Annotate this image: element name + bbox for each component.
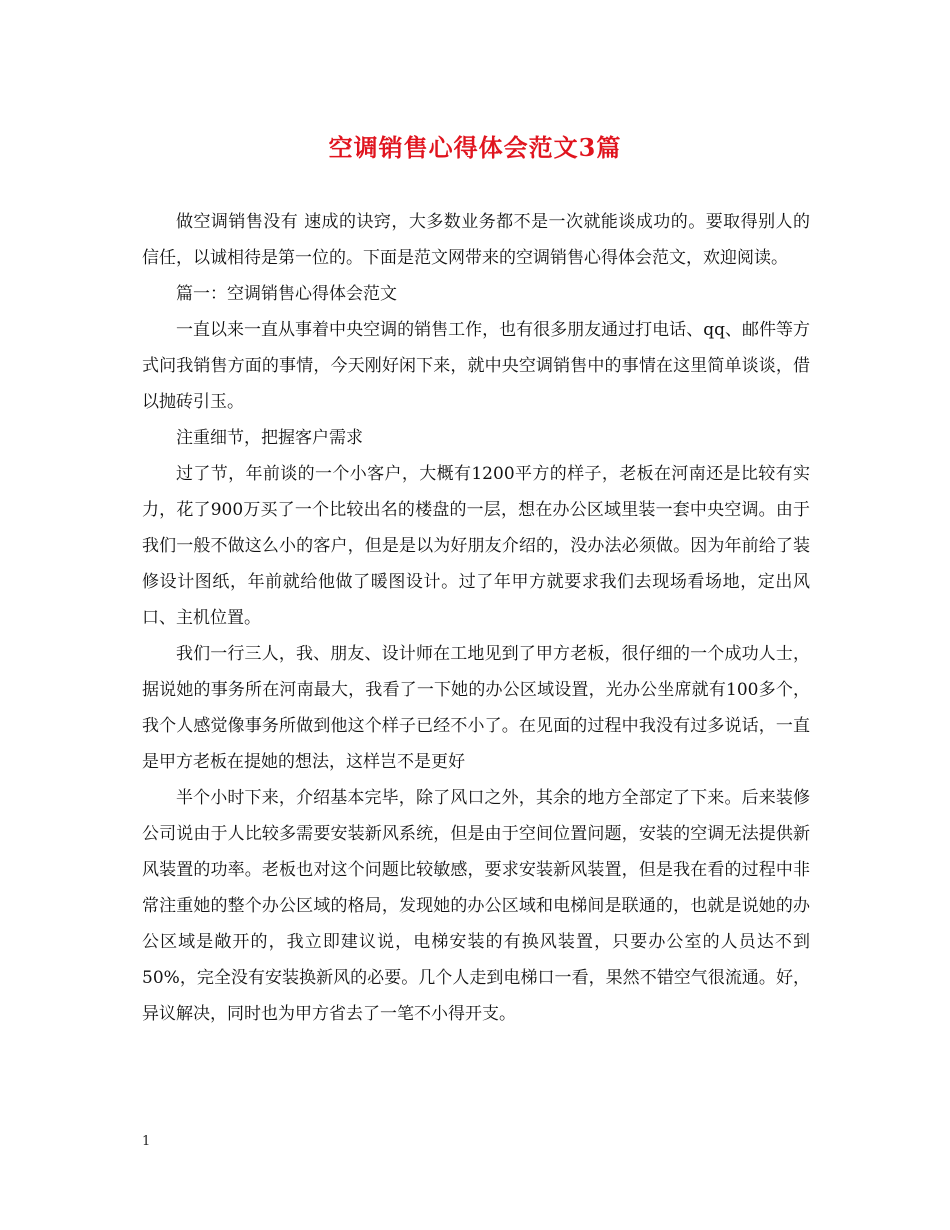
document-title: 空调销售心得体会范文3篇	[328, 133, 622, 162]
body-paragraph: 我们一行三人，我、朋友、设计师在工地见到了甲方老板，很仔细的一个成功人士，据说她的事务所在河南最大，我看了一下她的办公区域设置，光办公坐席就有100多个，我个人感觉像事务所做到他这个样子已经不小了。在见面的过程中我没有过多说话，一直是甲方老板在提她的想法，这样岂不是更好	[142, 644, 810, 772]
body-paragraph: 一直以来一直从事着中央空调的销售工作，也有很多朋友通过打电话、qq、邮件等方式问我销售方面的事情，今天刚好闲下来，就中央空调销售中的事情在这里简单谈谈，借以抛砖引玉。	[142, 320, 810, 412]
subheading: 注重细节，把握客户需求	[176, 428, 363, 448]
section-heading: 篇一：空调销售心得体会范文	[176, 284, 397, 304]
document-body	[142, 204, 810, 1032]
page-number: 1	[142, 1134, 151, 1149]
intro-paragraph: 做空调销售没有 速成的诀窍，大多数业务都不是一次就能谈成功的。要取得别人的信任，以诚相待是第一位的。下面是范文网带来的空调销售心得体会范文，欢迎阅读。	[142, 212, 810, 268]
body-paragraph: 半个小时下来，介绍基本完毕，除了风口之外，其余的地方全部定了下来。后来装修公司说由于人比较多需要安装新风系统，但是由于空间位置问题，安装的空调无法提供新风装置的功率。老板也对这个问题比较敏感，要求安装新风装置，但是我在看的过程中非常注重她的整个办公区域的格局，发现她的办公区域和电梯间是联通的，也就是说她的办公区域是敞开的，我立即建议说，电梯安装的有换风装置，只要办公室的人员达不到50%，完全没有安装换新风的必要。几个人走到电梯口一看，果然不错空气很流通。好，异议解决，同时也为甲方省去了一笔不小得开支。	[142, 788, 810, 1024]
body-paragraph: 过了节，年前谈的一个小客户，大概有1200平方的样子，老板在河南还是比较有实力，花了900万买了一个比较出名的楼盘的一层，想在办公区域里装一套中央空调。由于我们一般不做这么小的客户，但是是以为好朋友介绍的，没办法必须做。因为年前给了装修设计图纸，年前就给他做了暖图设计。过了年甲方就要求我们去现场看场地，定出风口、主机位置。	[142, 464, 810, 628]
